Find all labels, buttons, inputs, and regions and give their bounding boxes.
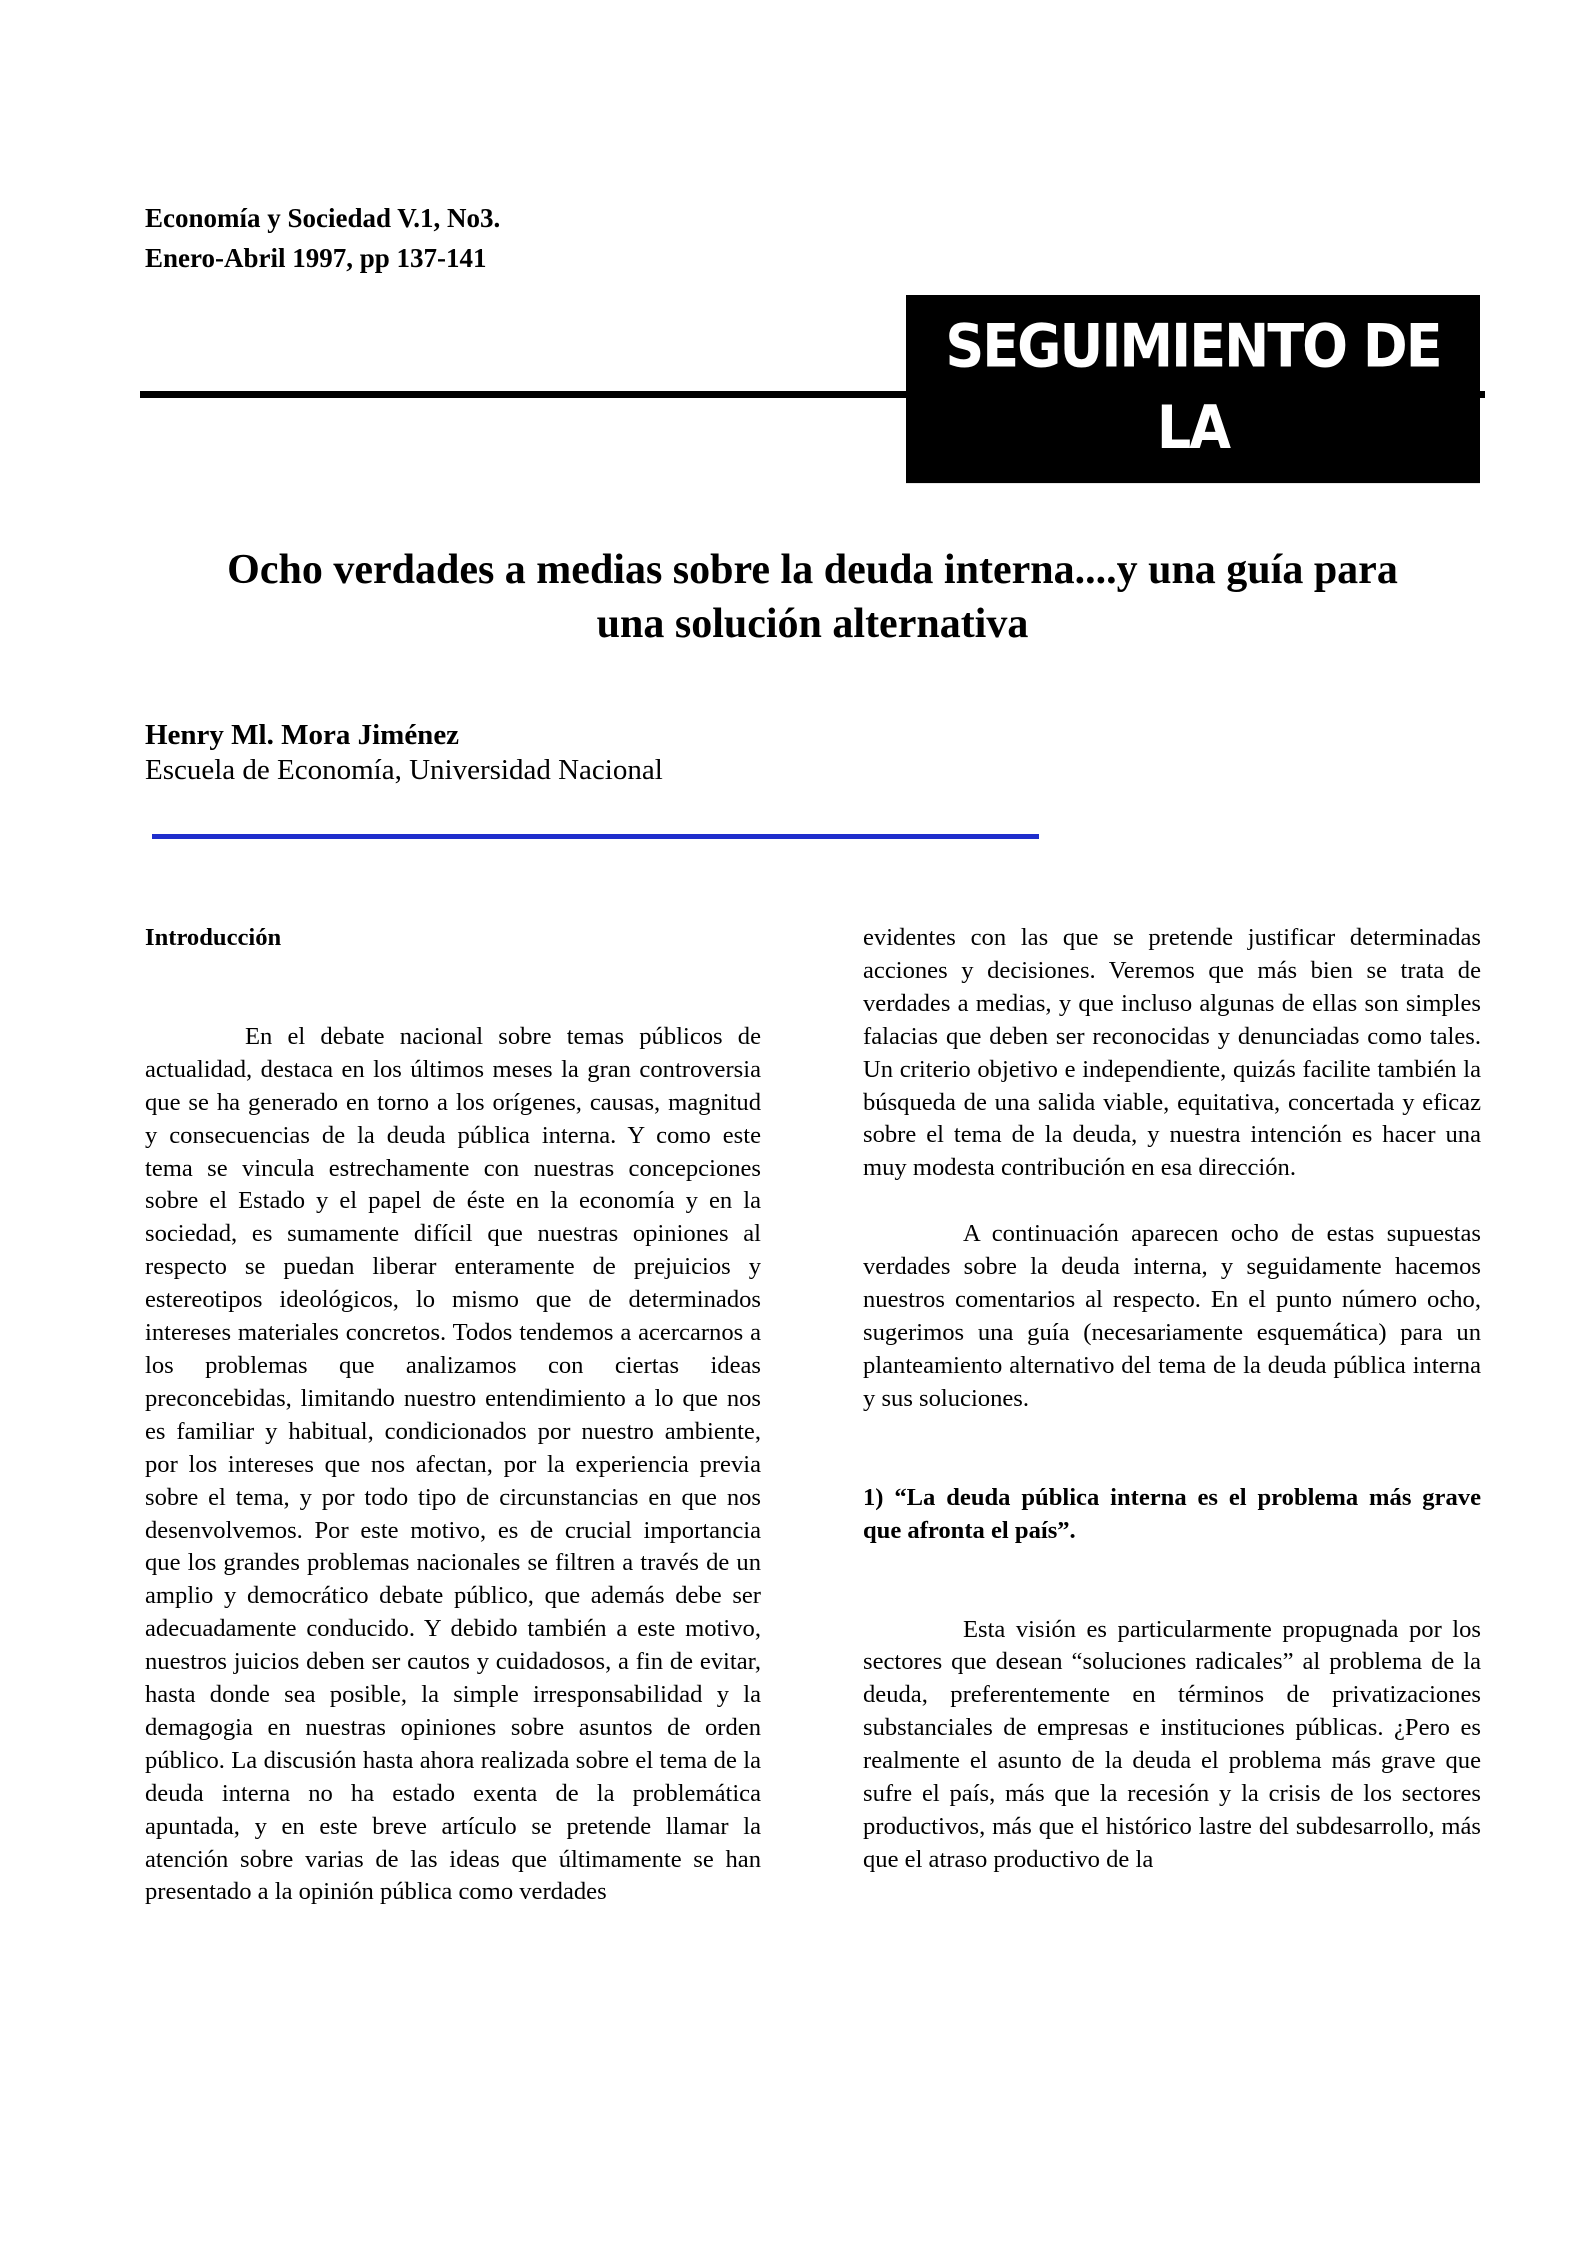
journal-volume: Economía y Sociedad V.1, No3. <box>145 203 501 233</box>
spacer <box>863 1548 1481 1614</box>
article-title-line2: una solución alternativa <box>596 601 1029 647</box>
second-paragraph: A continuación aparecen ocho de estas supuestas verdades sobre la deuda interna, y seguidamente hacemos nuestros comentarios al respecto. En el punto número ocho, sugerimos una guía (necesariamente esquemática) para un planteamiento alternativo del tema de la deuda pública interna y sus soluciones. <box>863 1220 1481 1412</box>
intro-continuation: evidentes con las que se pretende justificar determinadas acciones y decisiones. Veremos que más bien se trata de verdades a medias, y que incluso algunas de ellas son simples falacias que deben ser reconocidas y denunciadas como tales. Un criterio objetivo e independiente, quizás facilite también la búsqueda de una salida viable, equitativa, concertada y eficaz sobre el tema de la deuda, y nuestra intención es hacer una muy modesta contribución en esa dirección. <box>863 924 1481 1182</box>
section-banner-line2: COYUNTURA <box>1014 474 1372 544</box>
section-banner <box>906 295 1480 544</box>
column-right <box>863 922 1481 1877</box>
author-block <box>145 718 663 788</box>
point1-heading: 1) “La deuda pública interna es el problema más grave que afronta el país”. <box>863 1483 1481 1544</box>
journal-issue-pages: Enero-Abril 1997, pp 137-141 <box>145 243 487 273</box>
section-banner-line1: SEGUIMIENTO DE LA <box>945 311 1441 463</box>
spacer <box>863 1185 1481 1218</box>
article-title <box>140 543 1485 651</box>
author-name: Henry Ml. Mora Jiménez <box>145 719 460 751</box>
intro-paragraph: En el debate nacional sobre temas públicos de actualidad, destaca en los últimos meses la gran controversia que se ha generado en torno a los orígenes, causas, magnitud y consecuencias de la deuda pública interna. Y como este tema se vincula estrechamente con nuestras concepciones sobre el Estado y el papel de éste en la economía y en la sociedad, es sumamente difícil que nuestras opiniones al respecto se puedan liberar enteramente de prejuicios y estereotipos ideológicos, lo mismo que de determinados intereses materiales concretos. Todos tendemos a acercarnos a los problemas que analizamos con ciertas ideas preconcebidas, limitando nuestro entendimiento a lo que nos es familiar y habitual, condicionados por nuestro ambiente, por los intereses que nos afectan, por la experiencia previa sobre el tema, y por todo tipo de circunstancias en que nos desenvolvemos. Por este motivo, es de crucial importancia que los grandes problemas nacionales se filtren a través de un amplio y democrático debate público, que además debe ser adecuadamente conducido. Y debido también a este motivo, nuestros juicios deben ser cautos y cuidadosos, a fin de evitar, hasta donde sea posible, la simple irresponsabilidad y la demagogia en nuestras opiniones sobre asuntos de orden público. La discusión hasta ahora realizada sobre el tema de la deuda interna no ha estado exenta de la problemática apuntada, y en este breve artículo se pretende llamar la atención sobre varias de las ideas que últimamente se han presentado a la opinión pública como verdades <box>145 1022 761 1906</box>
author-affiliation: Escuela de Economía, Universidad Nacional <box>145 754 663 786</box>
journal-citation <box>145 198 500 278</box>
point1-paragraph: Esta visión es particularmente propugnada por los sectores que desean “soluciones radicales” al problema de la deuda, preferentemente en términos de privatizaciones substanciales de empresas e instituciones públicas. ¿Pero es realmente el asunto de la deuda el problema más grave que sufre el país, más que la recesión y la crisis de los sectores productivos, más que el histórico lastre del subdesarrollo, más que el atraso productivo de la <box>863 1615 1481 1873</box>
intro-heading: Introducción <box>145 924 282 951</box>
spacer <box>863 1416 1481 1482</box>
author-rule <box>152 834 1039 839</box>
column-left <box>145 922 761 1909</box>
spacer <box>145 955 761 1021</box>
article-title-line1: Ocho verdades a medias sobre la deuda interna....y una guía para <box>227 547 1398 593</box>
